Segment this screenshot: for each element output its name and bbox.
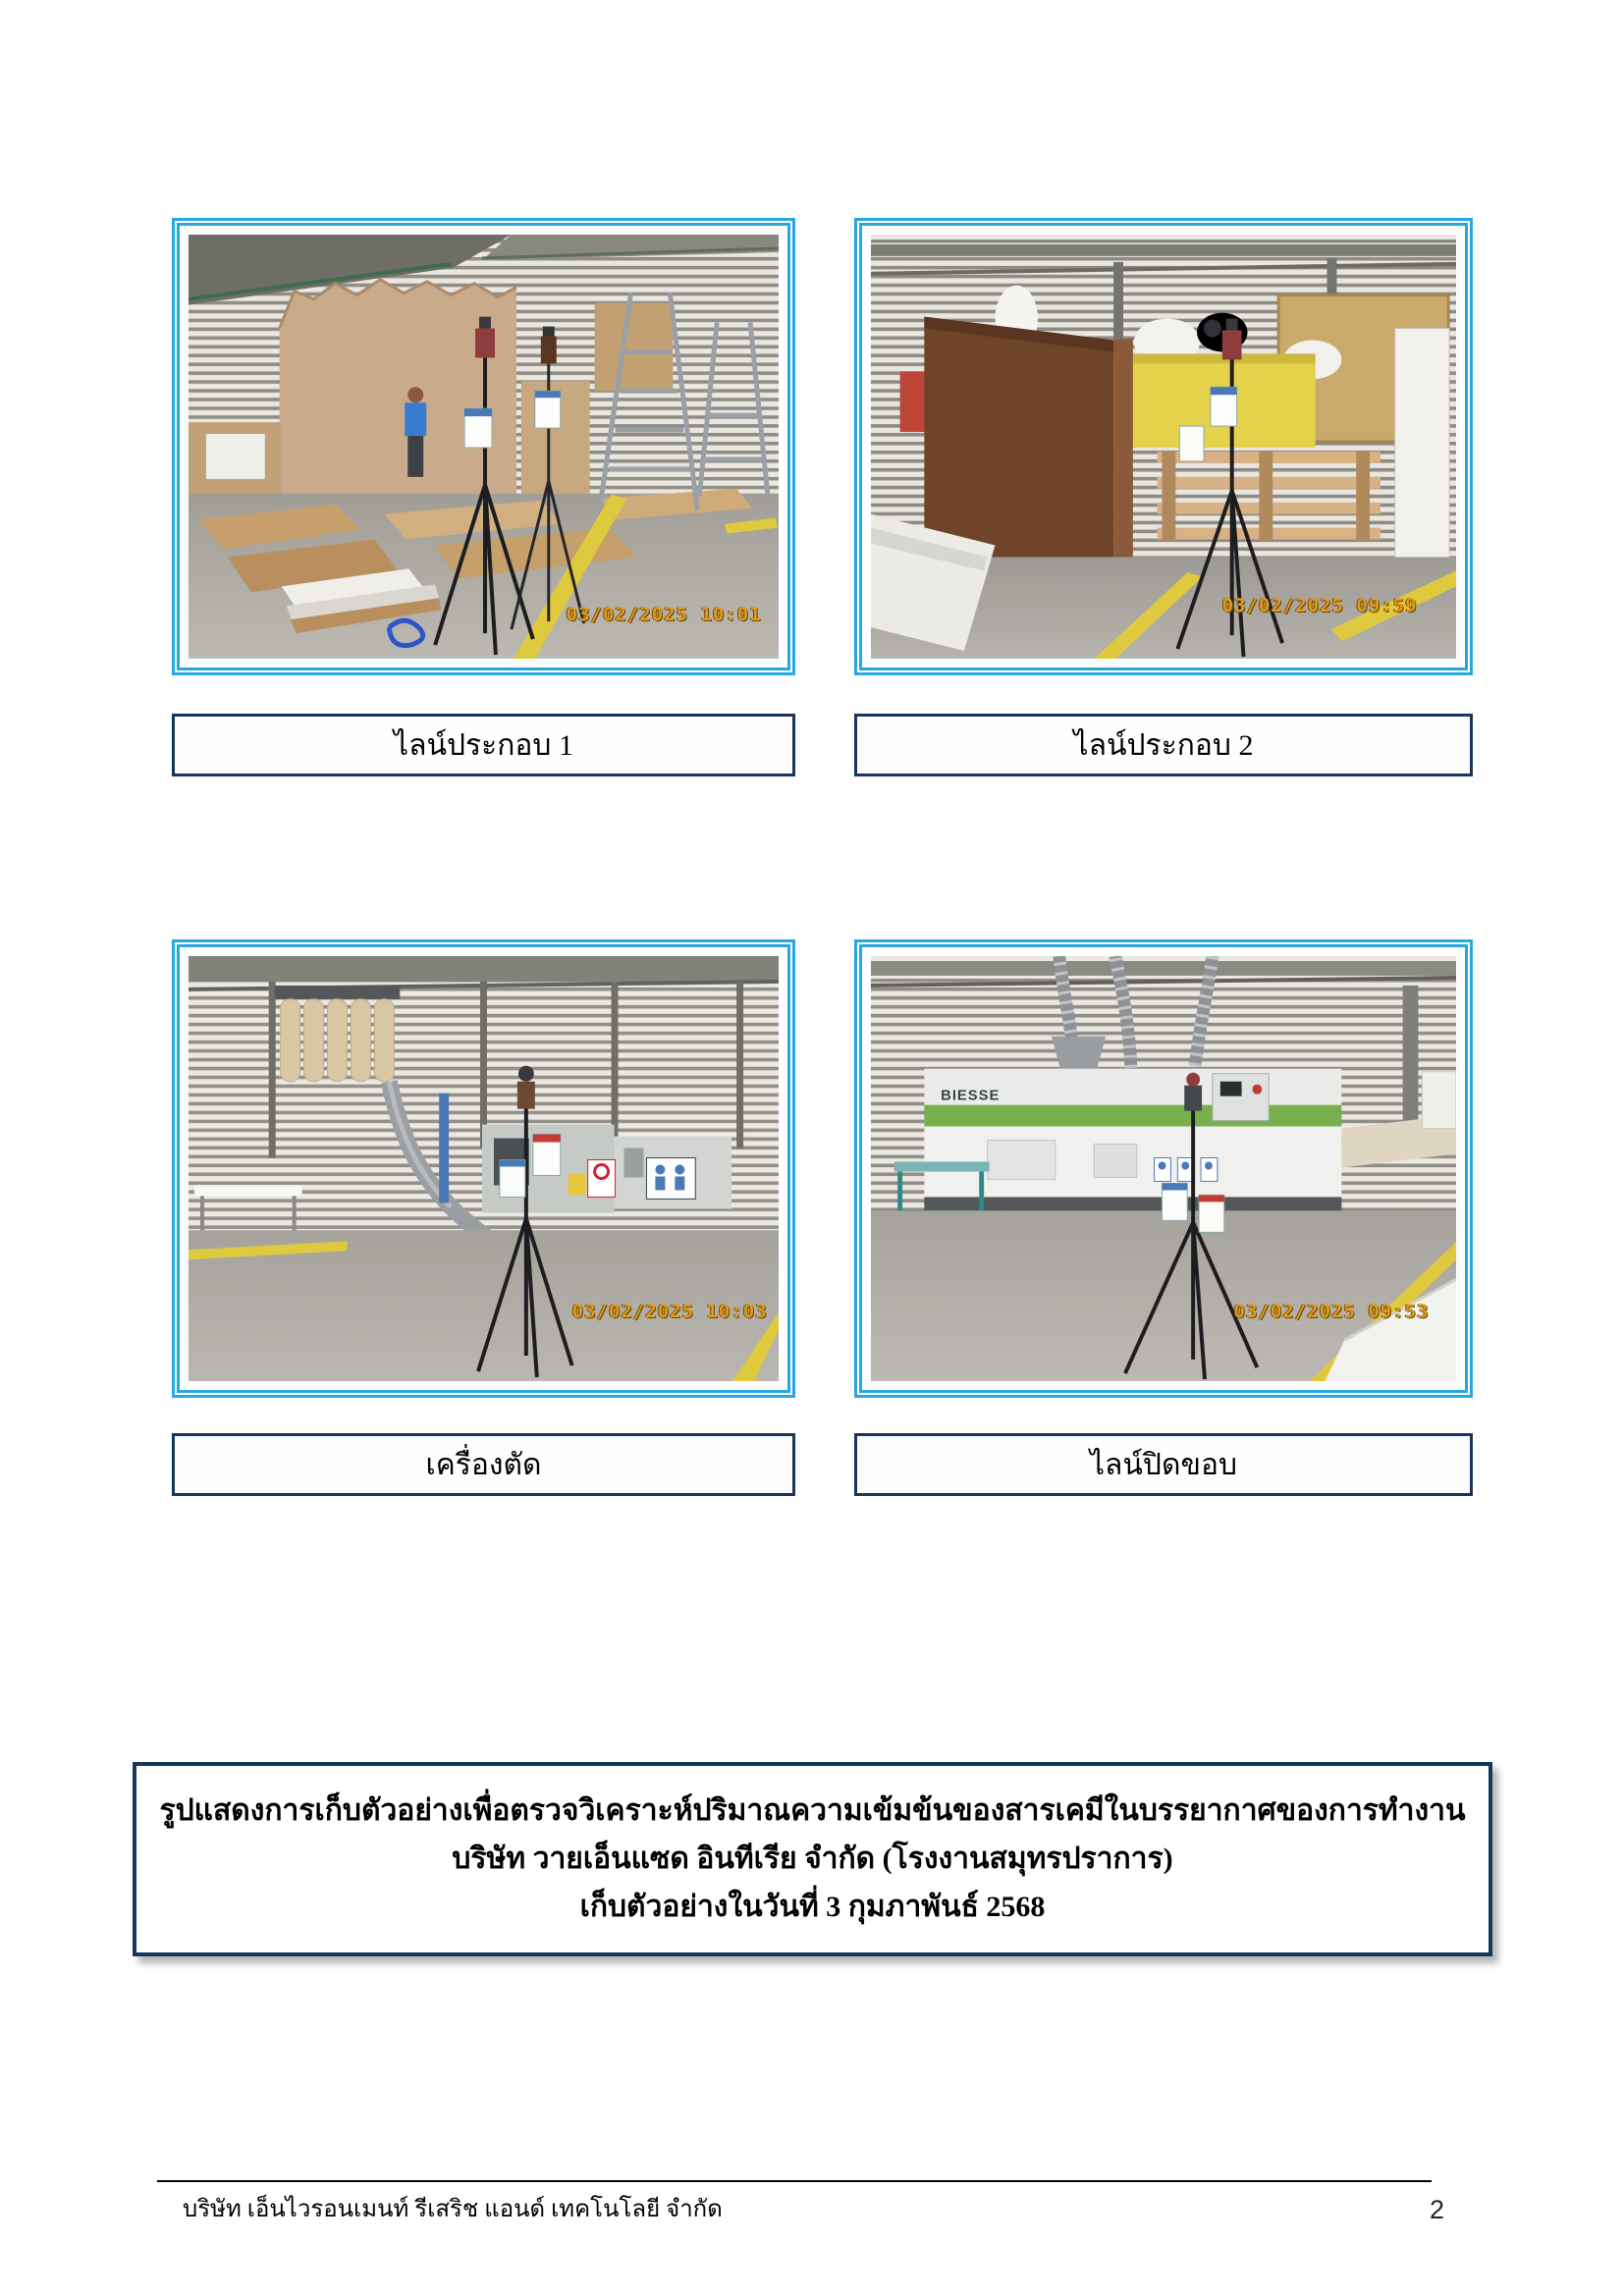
photo-frame-assembly-line-1 — [172, 218, 795, 675]
photo-frame-assembly-line-2 — [854, 218, 1473, 675]
summary-line-3: เก็บตัวอย่างในวันที่ 3 กุมภาพันธ์ 2568 — [579, 1891, 1046, 1923]
machine-brand-label: BIESSE — [941, 1088, 1001, 1104]
photo-frame-inner — [177, 944, 790, 1393]
summary-line-1: รูปแสดงการเก็บตัวอย่างเพื่อตรวจวิเคราะห์ปริมาณความเข้มข้นของสารเคมีในบรรยากาศของการทำงาน — [159, 1794, 1466, 1827]
summary-line-2: บริษัท วายเอ็นแซด อินทีเรีย จำกัด (โรงงานสมุทรปราการ) — [452, 1842, 1173, 1875]
photo-timestamp: 03/02/2025 09:59 — [1221, 595, 1418, 617]
footer-company-name: บริษัท เอ็นไวรอนเมนท์ รีเสริช แอนด์ เทคโนโลยี จำกัด — [183, 2197, 723, 2222]
photo-timestamp: 03/02/2025 10:01 — [566, 603, 762, 625]
photo-timestamp: 03/02/2025 10:03 — [571, 1300, 768, 1322]
caption-text: ไลน์ประกอบ 1 — [394, 728, 573, 762]
photo-assembly-line-2 — [871, 235, 1456, 659]
page-number: 2 — [1430, 2195, 1445, 2224]
footer-divider — [157, 2180, 1432, 2182]
photo-frame-cutting-machine — [172, 939, 795, 1398]
caption-text: ไลน์ปิดขอบ — [1089, 1448, 1238, 1481]
photo-edge-banding-line — [871, 956, 1456, 1381]
photo-cutting-machine — [189, 956, 779, 1381]
caption-cutting-machine — [172, 1433, 795, 1496]
caption-edge-banding-line — [854, 1433, 1473, 1496]
caption-text: เครื่องตัด — [425, 1448, 542, 1481]
caption-assembly-line-2 — [854, 714, 1473, 776]
photo-frame-inner — [859, 223, 1468, 670]
photo-frame-inner — [177, 223, 790, 670]
summary-box — [133, 1762, 1492, 1956]
photo-frame-edge-banding-line — [854, 939, 1473, 1398]
photo-frame-inner — [859, 944, 1468, 1393]
factory-photo-illustration-1 — [189, 235, 779, 659]
photo-timestamp: 03/02/2025 09:53 — [1233, 1300, 1430, 1322]
caption-assembly-line-1 — [172, 714, 795, 776]
photo-assembly-line-1 — [189, 235, 779, 659]
caption-text: ไลน์ประกอบ 2 — [1073, 728, 1254, 762]
